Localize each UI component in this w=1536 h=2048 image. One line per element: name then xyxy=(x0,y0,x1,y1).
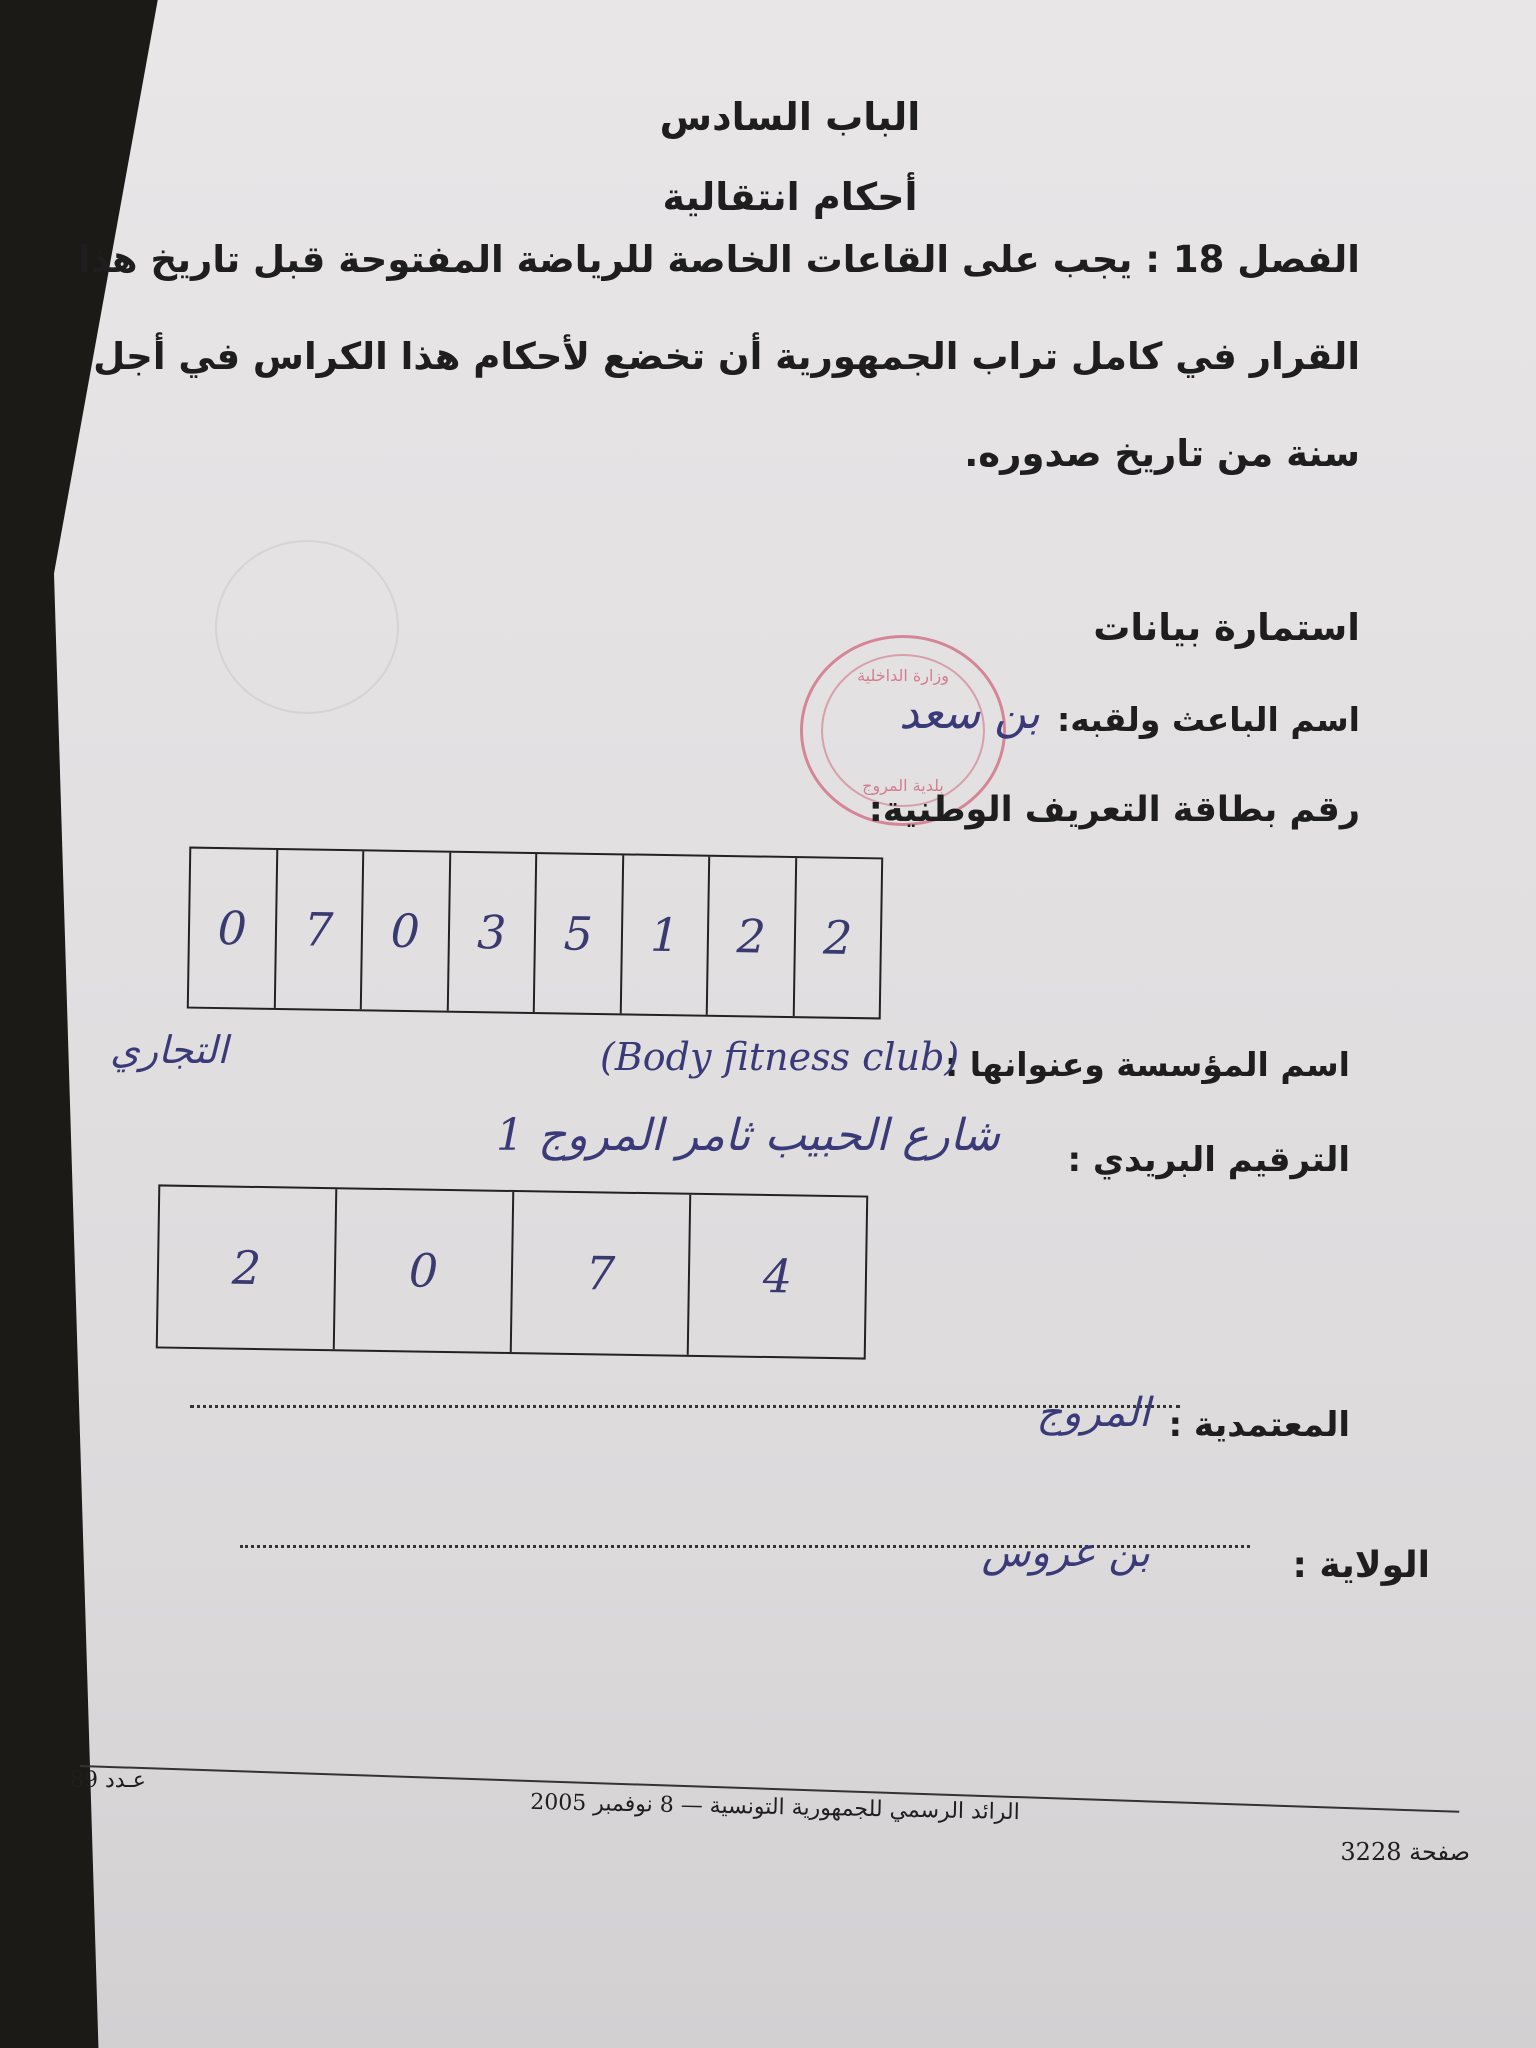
address-value[interactable]: شارع الحبيب ثامر المروج 1 xyxy=(495,1110,1000,1161)
id-digit-box[interactable]: 5 xyxy=(535,854,624,1013)
chapter-heading: الباب السادس xyxy=(659,95,921,139)
footer-issue: عـدد 89 xyxy=(70,1768,146,1793)
form-title: استمارة بيانات xyxy=(1093,606,1360,649)
postal-digit-box[interactable]: 7 xyxy=(512,1192,691,1355)
researcher-label: اسم الباعث ولقبه: xyxy=(1057,700,1360,739)
postal-code-boxes xyxy=(156,1184,868,1359)
postal-digit-box[interactable]: 4 xyxy=(762,1248,793,1304)
delegation-label: المعتمدية : xyxy=(1168,1405,1350,1445)
postal-digit-box[interactable]: 0 xyxy=(335,1189,514,1352)
footer-journal: الرائد الرسمي للجمهورية التونسية — 8 نوفمبر 2005 xyxy=(529,1789,1021,1826)
id-digit-box[interactable]: 0 xyxy=(189,849,278,1008)
id-digit-box[interactable]: 2 xyxy=(822,910,853,965)
postal-digit-box[interactable]: 2 xyxy=(158,1186,337,1349)
delegation-value[interactable]: المروج xyxy=(1036,1390,1150,1436)
chapter-subtitle: أحكام انتقالية xyxy=(662,175,918,219)
id-card-boxes xyxy=(187,847,883,1020)
stamp-top-text: وزارة الداخلية xyxy=(857,666,949,685)
id-digit-box[interactable]: 0 xyxy=(362,851,451,1010)
researcher-value[interactable]: بن سعد xyxy=(899,688,1040,739)
id-digit-box[interactable]: 7 xyxy=(275,850,364,1009)
id-digit-box[interactable]: 3 xyxy=(448,853,537,1012)
institution-arabic-value[interactable]: التجاري xyxy=(110,1028,228,1072)
governorate-value[interactable]: بن عروس xyxy=(981,1530,1150,1576)
stamp-bottom-text: بلدية المروج xyxy=(862,776,944,795)
institution-value[interactable]: (Body fitness club) xyxy=(600,1035,960,1079)
article-line-2: القرار في كامل تراب الجمهورية أن تخضع لأحكام هذا الكراس في أجل xyxy=(93,335,1360,378)
article-line-1: الفصل 18 : يجب على القاعات الخاصة للرياضة المفتوحة قبل تاريخ هذا xyxy=(77,238,1360,281)
id-digit-box[interactable]: 2 xyxy=(708,857,797,1016)
id-digit-box[interactable]: 1 xyxy=(621,855,710,1014)
governorate-label: الولاية : xyxy=(1292,1545,1430,1586)
id-card-label: رقم بطاقة التعريف الوطنية: xyxy=(868,790,1360,830)
postal-code-label: الترقيم البريدي : xyxy=(1067,1140,1350,1180)
footer-page-number: صفحة 3228 xyxy=(1340,1838,1470,1866)
document-page xyxy=(54,0,1536,2048)
faded-seal-mark xyxy=(215,540,399,714)
institution-label: اسم المؤسسة وعنوانها : xyxy=(945,1045,1350,1084)
article-line-3: سنة من تاريخ صدوره. xyxy=(964,432,1360,475)
